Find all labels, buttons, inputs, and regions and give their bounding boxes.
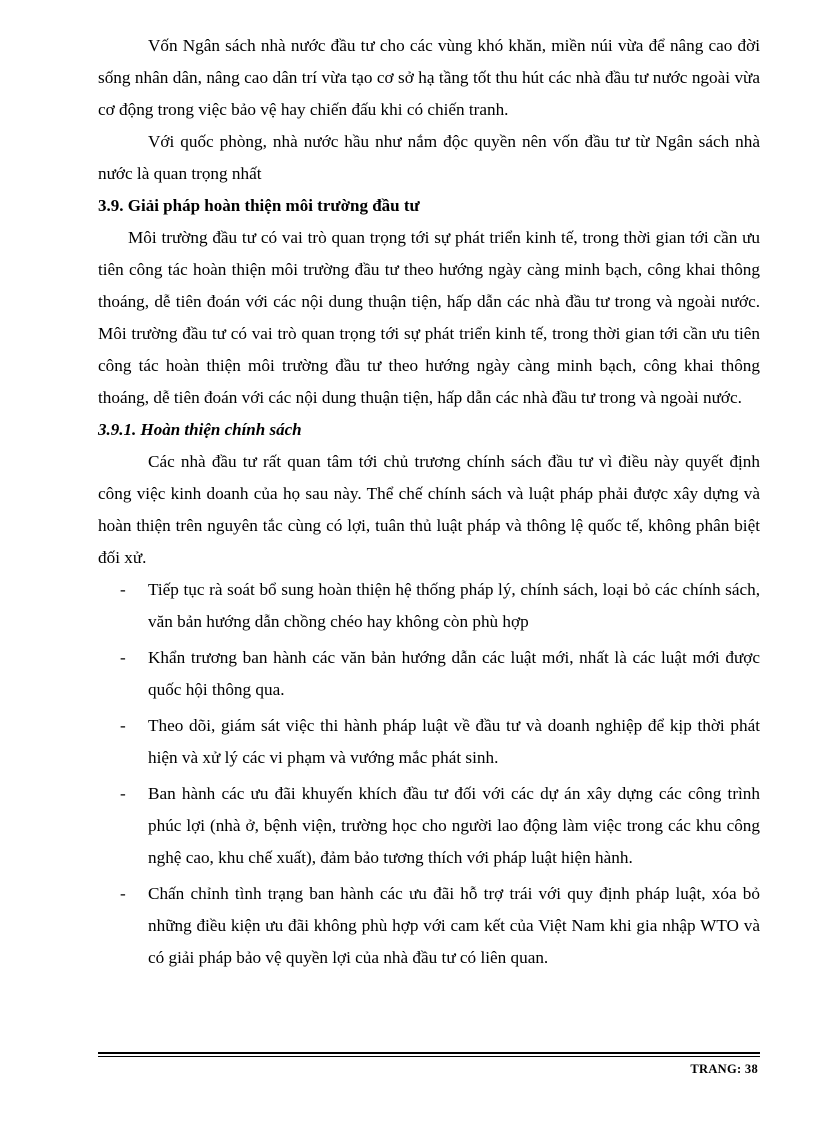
footer-divider-thin: [98, 1056, 760, 1057]
list-item-text: Tiếp tục rà soát bổ sung hoàn thiện hệ thống pháp lý, chính sách, loại bỏ các chính sách, văn bản hướng dẫn chồng chéo hay không còn phù hợp: [148, 580, 760, 631]
bullet-dash: -: [120, 784, 126, 803]
list-item-text: Theo dõi, giám sát việc thi hành pháp luật về đầu tư và doanh nghiệp để kịp thời phát hiện và xử lý các vi phạm và vướng mắc phát sinh.: [148, 716, 760, 767]
list-item: [98, 878, 760, 974]
paragraph-budget-regions: Vốn Ngân sách nhà nước đầu tư cho các vùng khó khăn, miền núi vừa để nâng cao đời sống nhân dân, nâng cao dân trí vừa tạo cơ sở hạ tầng tốt thu hút các nhà đầu tư nước ngoài vừa cơ động trong việc bảo vệ hay chiến đấu khi có chiến tranh.: [98, 36, 760, 119]
section-heading: 3.9. Giải pháp hoàn thiện môi trường đầu tư: [98, 196, 420, 215]
bullet-dash: -: [120, 716, 126, 735]
list-item-text: Ban hành các ưu đãi khuyến khích đầu tư đối với các dự án xây dựng các công trình phúc lợi (nhà ở, bệnh viện, trường học cho người lao động làm việc trong các khu công nghệ cao, khu chế xuất), đảm bảo tương thích với pháp luật hiện hành.: [148, 784, 760, 867]
list-item: [98, 642, 760, 706]
bullet-dash: -: [120, 884, 126, 903]
bullet-dash: -: [120, 580, 126, 599]
footer-divider: [98, 1052, 760, 1054]
list-item-text: Chấn chỉnh tình trạng ban hành các ưu đãi hỗ trợ trái với quy định pháp luật, xóa bỏ những điều kiện ưu đãi không phù hợp với cam kết của Việt Nam khi gia nhập WTO và có giải pháp bảo vệ quyền lợi của nhà đầu tư có liên quan.: [148, 884, 760, 967]
policy-bullet-list: [98, 574, 760, 974]
list-item: [98, 574, 760, 638]
page-content: [98, 30, 760, 978]
paragraph-defense: Với quốc phòng, nhà nước hầu như nắm độc quyền nên vốn đầu tư từ Ngân sách nhà nước là quan trọng nhất: [98, 132, 760, 183]
page-number: TRANG: 38: [690, 1062, 758, 1076]
list-item: [98, 778, 760, 874]
bullet-dash: -: [120, 648, 126, 667]
section-paragraph: Môi trường đầu tư có vai trò quan trọng tới sự phát triển kinh tế, trong thời gian tới cần ưu tiên công tác hoàn thiện môi trường đầu tư theo hướng ngày càng minh bạch, công khai thông thoáng, dễ tiên đoán với các nội dung thuận tiện, hấp dẫn các nhà đầu tư trong và ngoài nước. Môi trường đầu tư có vai trò quan trọng tới sự phát triển kinh tế, trong thời gian tới cần ưu tiên công tác hoàn thiện môi trường đầu tư theo hướng ngày càng minh bạch, công khai thông thoáng, dễ tiên đoán với các nội dung thuận tiện, hấp dẫn các nhà đầu tư trong và ngoài nước.: [98, 228, 760, 407]
list-item-text: Khẩn trương ban hành các văn bản hướng dẫn các luật mới, nhất là các luật mới được quốc hội thông qua.: [148, 648, 760, 699]
subsection-paragraph: Các nhà đầu tư rất quan tâm tới chủ trương chính sách đầu tư vì điều này quyết định công việc kinh doanh của họ sau này. Thể chế chính sách và luật pháp phải được xây dựng và hoàn thiện trên nguyên tắc cùng có lợi, tuân thủ luật pháp và thông lệ quốc tế, không phân biệt đối xử.: [98, 452, 760, 567]
subsection-heading: 3.9.1. Hoàn thiện chính sách: [98, 420, 302, 439]
list-item: [98, 710, 760, 774]
